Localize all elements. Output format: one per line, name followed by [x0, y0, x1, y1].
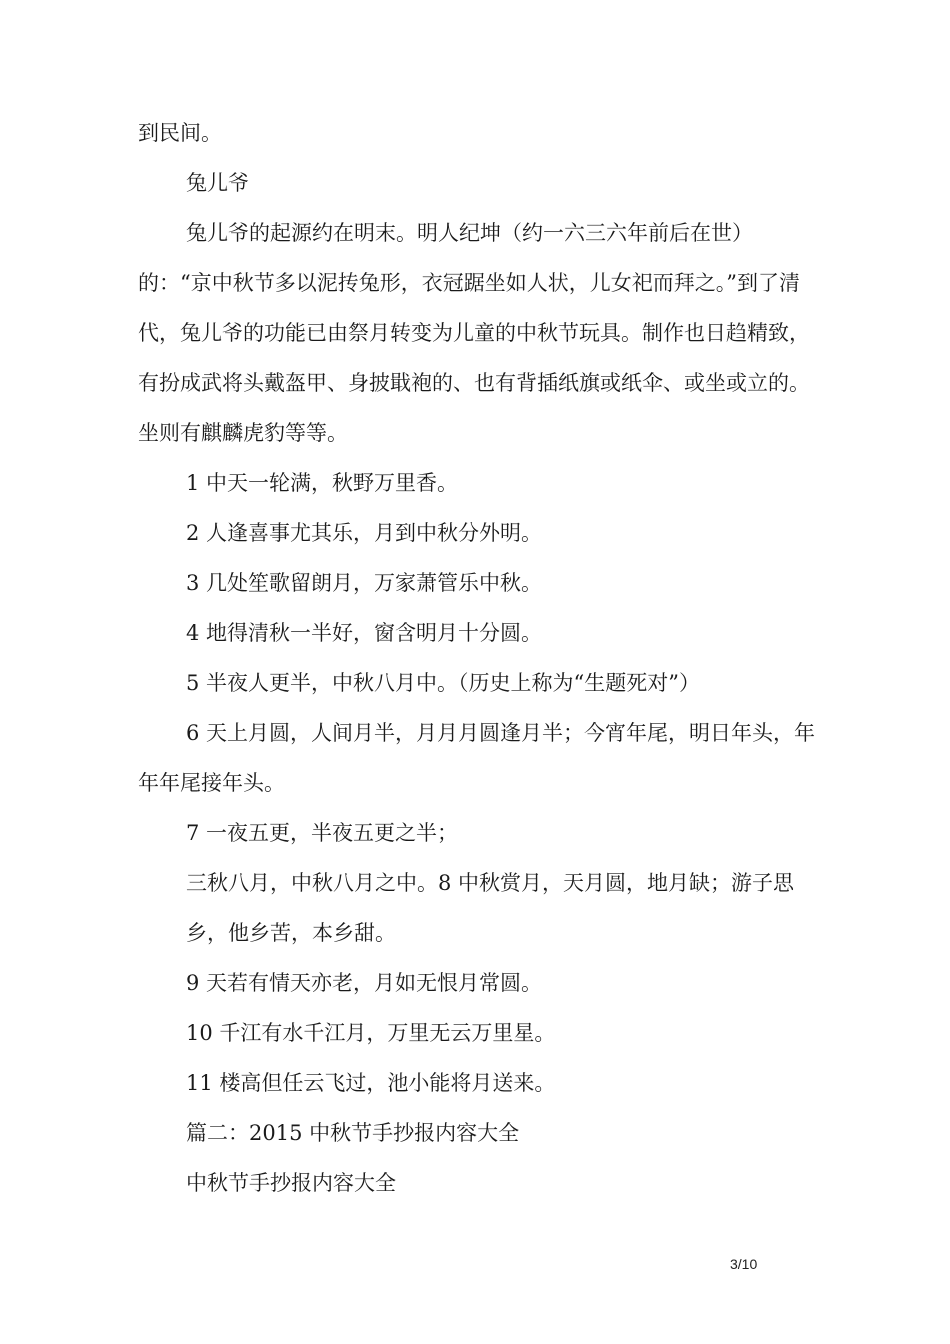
couplet-item: 10 千江有水千江月，万里无云万里星。 — [186, 1021, 556, 1045]
couplet-item: 9 天若有情天亦老，月如无恨月常圆。 — [186, 971, 543, 995]
section-heading-part-two: 篇二：2015 中秋节手抄报内容大全 — [186, 1121, 520, 1145]
couplet-item: 3 几处笙歌留朗月，万家萧管乐中秋。 — [186, 571, 543, 595]
section-heading-tuerye: 兔儿爷 — [186, 171, 249, 195]
couplet-item: 7 一夜五更，半夜五更之半； — [186, 821, 459, 845]
couplet-item: 4 地得清秋一半好，窗含明月十分圆。 — [186, 621, 543, 645]
couplet-item: 11 楼高但任云飞过，池小能将月送来。 — [186, 1071, 556, 1095]
paragraph-intro-tail: 到民间。 — [138, 121, 222, 145]
paragraph-tuerye-origin: 兔儿爷的起源约在明末。明人纪坤（约一六三六年前后在世）的：“京中秋节多以泥抟兔形，衣冠踞坐如人状，儿女祀而拜之。”到了清代，兔儿爷的功能已由祭月转变为儿童的中秋节玩具。制作也日趋精致，有扮成武将头戴盔甲、身披戢袍的、也有背插纸旗或纸伞、或坐或立的。坐则有麒麟虎豹等等。 — [138, 221, 810, 445]
couplet-item: 6 天上月圆，人间月半，月月月圆逢月半；今宵年尾，明日年头，年年年尾接年头。 — [138, 721, 816, 795]
couplet-item: 5 半夜人更半，中秋八月中。（历史上称为“生题死对”） — [186, 671, 701, 695]
couplet-item: 三秋八月，中秋八月之中。8 中秋赏月，天月圆，地月缺；游子思乡，他乡苦，本乡甜。 — [186, 871, 795, 945]
section-subtitle: 中秋节手抄报内容大全 — [186, 1171, 396, 1195]
couplet-item: 2 人逢喜事尤其乐，月到中秋分外明。 — [186, 521, 543, 545]
couplet-item: 1 中天一轮满，秋野万里香。 — [186, 471, 459, 495]
page-body — [138, 108, 818, 1208]
page-number: 3/10 — [730, 1256, 758, 1272]
